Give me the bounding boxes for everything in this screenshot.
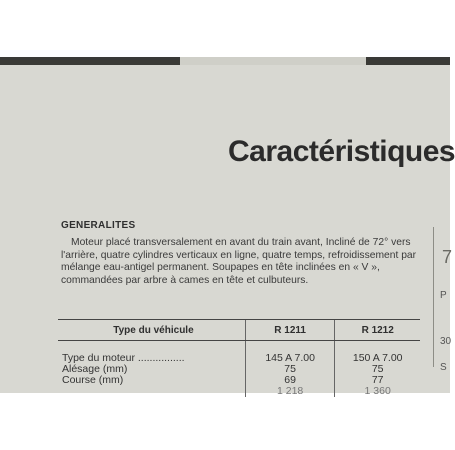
row-value-r1212: 1 360	[335, 386, 420, 397]
row-value-r1211: 1 218	[245, 386, 334, 397]
col-header-r1211: R 1211	[245, 320, 334, 341]
row-value-r1212: 75	[335, 364, 420, 375]
document-page	[0, 57, 455, 397]
col-header-vehicle: Type du véhicule	[58, 320, 245, 341]
right-column-fragment: P	[440, 290, 447, 301]
row-value-r1211: 69	[245, 375, 334, 386]
section-heading: GENERALITES	[61, 220, 136, 231]
page-title: Caractéristiques	[228, 135, 455, 168]
row-value-r1211: 145 A 7.00	[245, 353, 334, 364]
row-value-r1212: 77	[335, 375, 420, 386]
right-column-fragment: 30	[440, 336, 452, 347]
right-column-fragment: 7	[442, 247, 453, 267]
row-label: Alésage (mm)	[62, 363, 128, 375]
header-band-gap	[180, 57, 366, 65]
right-column-divider	[433, 227, 434, 367]
spec-table	[58, 319, 420, 397]
generalites-paragraph: Moteur placé transversalement en avant du train avant, Incliné de 72° vers l'arrière, quatre cylindres verticaux en ligne, quatre temps, refroidissement par mélange eau-antigel permanent. Soupapes en tête inclinées en « V », commandées par arbre à cames en tête et culbuteurs.	[61, 237, 417, 287]
row-label: Course (mm)	[62, 374, 124, 386]
row-value-r1212: 150 A 7.00	[335, 353, 420, 364]
table-header-row	[58, 320, 420, 341]
row-value-r1211: 75	[245, 364, 334, 375]
row-label	[58, 386, 245, 397]
right-column-fragment: S	[440, 362, 447, 373]
col-header-r1212: R 1212	[335, 320, 420, 341]
table-row	[58, 386, 420, 397]
row-label: Type du moteur ................	[62, 352, 185, 364]
